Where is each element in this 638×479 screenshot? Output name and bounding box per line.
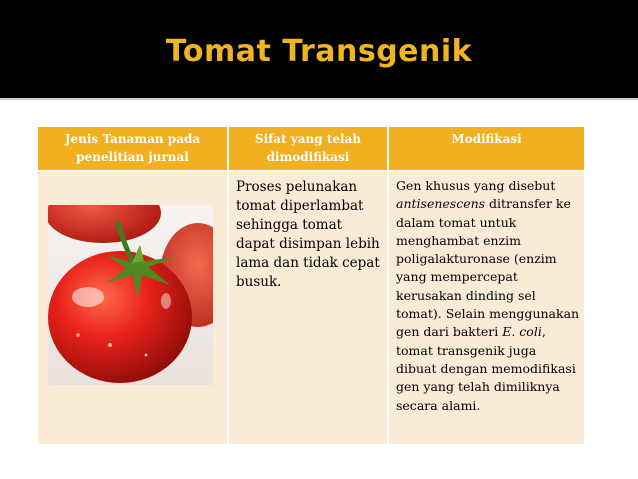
column-header-jenis: Jenis Tanaman pada penelitian jurnal: [38, 127, 228, 171]
table-row: [38, 171, 584, 444]
column-header-modifikasi: Modifikasi: [388, 127, 584, 171]
plant-cell: [38, 171, 228, 444]
column-header-sifat: Sifat yang telah dimodifikasi: [228, 127, 388, 171]
modifikasi-cell: [388, 171, 584, 444]
modifikasi-text-2: ditransfer ke dalam tomat untuk menghambat enzim poligalakturonase (enzim yang mempercepat kerusakan dinding sel tomat). Selain menggunakan gen dari bakteri: [396, 196, 580, 340]
tomato-photo: [48, 205, 213, 385]
slide-header: [0, 0, 638, 100]
modifikasi-text-3: , tomat transgenik juga dibuat dengan memodifikasi gen yang telah dimiliknya secara alami.: [396, 324, 576, 413]
modifikasi-term-ecoli: E. coli: [502, 324, 542, 340]
table-header-row: [38, 127, 584, 171]
slide-title: Tomat Transgenik: [165, 34, 473, 69]
comparison-table: [38, 127, 584, 444]
modifikasi-text-1: Gen khusus yang disebut: [396, 178, 556, 193]
modifikasi-term-antisenescens: antisenescens: [396, 196, 486, 212]
sifat-cell: Proses pelunakan tomat diperlambat sehingga tomat dapat disimpan lebih lama dan tidak cepat busuk.: [228, 171, 388, 444]
